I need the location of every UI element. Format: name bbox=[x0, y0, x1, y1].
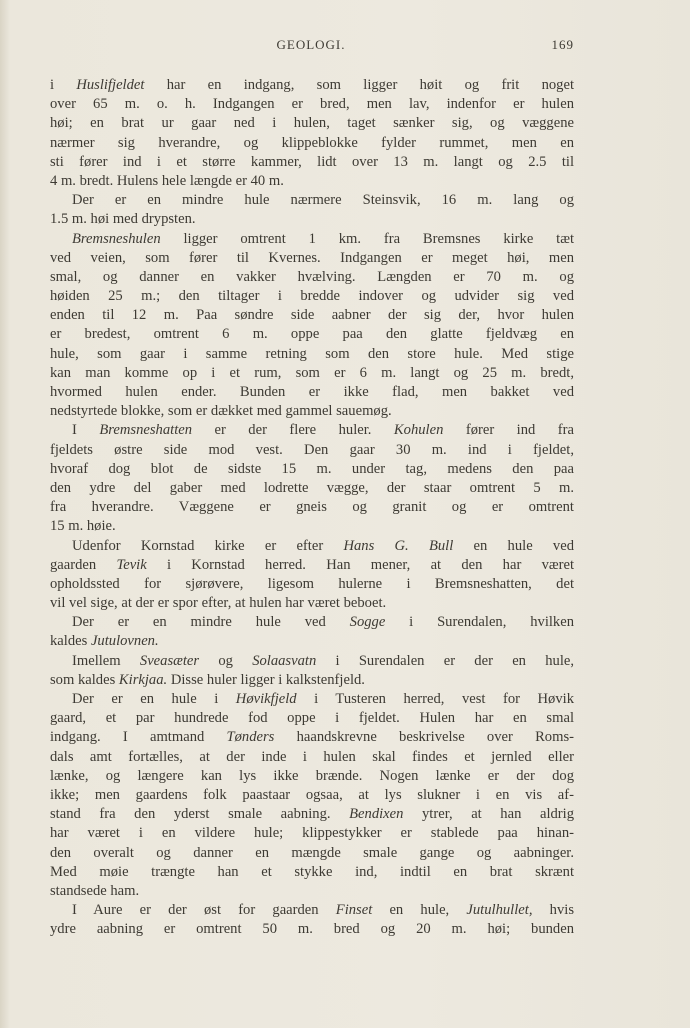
text-line bbox=[50, 882, 574, 901]
text-line bbox=[50, 690, 574, 709]
body-text bbox=[50, 76, 574, 939]
text-segment: som kaldes bbox=[50, 671, 119, 688]
text-line bbox=[50, 191, 574, 210]
text-segment: kan man komme op i et rum, som er 6 m. langt og 25 m. bredt, bbox=[50, 364, 574, 381]
text-line bbox=[50, 76, 574, 95]
text-segment: i bbox=[50, 77, 77, 93]
italic-name: Tønders bbox=[226, 729, 275, 746]
text-line bbox=[50, 537, 574, 556]
italic-name: Bremsneshatten bbox=[99, 422, 193, 439]
page-number: 169 bbox=[551, 37, 574, 52]
text-segment: ydre aabning er omtrent 50 m. bred og 20 m. høi; bunden bbox=[50, 921, 574, 938]
text-line bbox=[50, 498, 574, 517]
text-segment: over 65 m. o. h. Indgangen er bred, men lav, indenfor er hulen bbox=[50, 96, 574, 113]
text-segment: i Tusteren herred, vest for Høvik bbox=[296, 691, 574, 707]
text-line bbox=[50, 709, 574, 728]
text-segment: har en indgang, som ligger høit og frit noget bbox=[144, 77, 575, 93]
text-segment: Disse huler ligger i kalkstenfjeld. bbox=[167, 671, 365, 688]
text-segment: haandskrevne beskrivelse over Roms- bbox=[274, 729, 574, 746]
text-segment: hvis bbox=[532, 902, 575, 919]
text-line bbox=[50, 671, 574, 690]
text-segment: kaldes bbox=[50, 633, 91, 650]
text-segment: 1.5 m. høi med drypsten. bbox=[50, 211, 196, 228]
text-segment: opholdssted for sjørøvere, ligesom hulerne i Bremsneshatten, det bbox=[50, 575, 574, 592]
text-line bbox=[50, 421, 574, 440]
text-segment: stand fra den yderst smale aabning. bbox=[50, 806, 350, 823]
text-segment: nedstyrtede blokke, som er dækket med gammel sauemøg. bbox=[50, 403, 392, 420]
text-line bbox=[50, 556, 574, 575]
text-line bbox=[50, 901, 574, 920]
text-segment: I Aure er der øst for gaarden bbox=[72, 902, 336, 919]
running-title: GEOLOGI. bbox=[276, 37, 346, 52]
italic-name: Bendixen bbox=[349, 806, 404, 823]
text-line bbox=[50, 383, 574, 402]
text-line bbox=[50, 306, 574, 325]
text-segment: ved veien, som fører til Kvernes. Indgangen er meget høi, men bbox=[50, 249, 574, 266]
text-line bbox=[50, 844, 574, 863]
text-segment: fjeldets østre side mod vest. Den gaar 30 m. ind i fjeldet, bbox=[50, 441, 574, 458]
text-segment: fører ind fra bbox=[443, 422, 574, 439]
text-line bbox=[50, 364, 574, 383]
italic-name: Solaasvatn bbox=[252, 652, 317, 669]
text-segment: indgang. I amtmand bbox=[50, 729, 227, 746]
text-line bbox=[50, 479, 574, 498]
text-segment: gaard, et par hundrede fod oppe i fjeldet. Hulen har en smal bbox=[50, 710, 574, 727]
text-segment: den overalt og danner en mængde smale gange og aabninger. bbox=[50, 844, 574, 861]
text-line bbox=[50, 728, 574, 747]
italic-name: Jutulhullet, bbox=[466, 902, 533, 919]
text-segment: hvoraf dog blot de sidste 15 m. under tag, medens den paa bbox=[50, 460, 574, 477]
text-line bbox=[50, 517, 574, 536]
text-line bbox=[50, 268, 574, 287]
italic-name: Huslifjeldet bbox=[76, 77, 145, 93]
italic-name: Kirkjaa. bbox=[118, 671, 168, 688]
italic-name: Finset bbox=[335, 902, 373, 919]
running-header bbox=[48, 37, 574, 57]
text-segment: en hule, bbox=[372, 902, 467, 919]
text-line bbox=[50, 575, 574, 594]
text-segment: er der flere huler. bbox=[192, 422, 394, 439]
text-line bbox=[50, 767, 574, 786]
text-line bbox=[50, 345, 574, 364]
text-segment: og bbox=[199, 652, 253, 669]
text-segment: gaarden bbox=[50, 556, 117, 573]
italic-name: Kohulen bbox=[393, 422, 444, 439]
text-line bbox=[50, 613, 574, 632]
text-line bbox=[50, 748, 574, 767]
text-segment: er bredest, omtrent 6 m. oppe paa den glatte fjeldvæg en bbox=[50, 326, 574, 343]
text-segment: Der er en mindre hule nærmere Steinsvik, 16 m. lang og bbox=[72, 192, 574, 209]
text-line bbox=[50, 325, 574, 344]
text-segment: vil vel sige, at der er spor efter, at hulen har været beboet. bbox=[50, 595, 387, 612]
text-segment: Der er en hule i bbox=[72, 691, 236, 707]
text-segment: enden til 12 m. Paa søndre side aabner der sig der, hvor hulen bbox=[50, 307, 574, 324]
text-line bbox=[50, 920, 574, 939]
italic-name: Hans G. Bull bbox=[343, 537, 454, 554]
text-segment: hvormed hulen ender. Bunden er ikke flad, men bakket ved bbox=[50, 384, 574, 400]
italic-name: Sogge bbox=[349, 614, 386, 631]
text-segment: I bbox=[72, 422, 100, 439]
text-segment: den ydre del gaber med lodrette vægge, der staar omtrent 5 m. bbox=[50, 479, 574, 496]
text-segment: høiden 25 m.; den tiltager i bredde indover og udvider sig ved bbox=[50, 288, 574, 305]
text-segment: Imellem bbox=[72, 652, 140, 669]
text-segment: sti fører ind i et større kammer, lidt over 13 m. langt og 2.5 til bbox=[50, 153, 574, 170]
text-segment: ligger omtrent 1 km. fra Bremsnes kirke tæt bbox=[160, 230, 574, 247]
text-segment: ikke; men gaardens folk paastaar ogsaa, at lys slukner i en vis af- bbox=[50, 786, 574, 803]
text-line bbox=[50, 402, 574, 421]
text-segment: 4 m. bredt. Hulens hele længde er 40 m. bbox=[50, 172, 284, 189]
text-line bbox=[50, 172, 574, 191]
text-line bbox=[50, 153, 574, 172]
italic-name: Høvikfjeld bbox=[235, 691, 297, 707]
text-line bbox=[50, 632, 574, 651]
text-segment: nærmer sig hverandre, og klippeblokke fylder rummet, men en bbox=[50, 134, 574, 151]
text-segment: fra hverandre. Væggene er gneis og granit og er omtrent bbox=[50, 499, 574, 516]
text-line bbox=[50, 863, 574, 882]
text-segment: Udenfor Kornstad kirke er efter bbox=[72, 537, 344, 554]
text-segment: en hule ved bbox=[453, 537, 574, 554]
text-line bbox=[50, 210, 574, 229]
text-line bbox=[50, 134, 574, 153]
text-line bbox=[50, 230, 574, 249]
text-segment: smal, og danner en vakker hvælving. Længden er 70 m. og bbox=[50, 268, 574, 285]
text-line bbox=[50, 95, 574, 114]
text-segment: ytrer, at han aldrig bbox=[403, 806, 575, 823]
text-segment: i Surendalen er der en hule, bbox=[316, 652, 575, 669]
text-line bbox=[50, 786, 574, 805]
text-segment: i Surendalen, hvilken bbox=[385, 614, 574, 631]
text-segment: har været i en vildere hule; klippestykker er stablede paa hinan- bbox=[50, 825, 574, 842]
text-line bbox=[50, 249, 574, 268]
italic-name: Tevik bbox=[116, 556, 147, 573]
text-segment: hule, som gaar i samme retning som den store hule. Med stige bbox=[50, 345, 574, 362]
text-line bbox=[50, 652, 574, 671]
text-segment: 15 m. høie. bbox=[50, 518, 116, 535]
text-segment: dals amt fortælles, at der inde i hulen skal findes et jernled eller bbox=[50, 748, 574, 765]
text-segment: Der er en mindre hule ved bbox=[72, 614, 350, 631]
text-line bbox=[50, 824, 574, 843]
italic-name: Jutulovnen. bbox=[90, 633, 159, 650]
text-segment: Med møie trængte han et stykke ind, indtil en brat skrænt bbox=[50, 863, 574, 880]
text-line bbox=[50, 460, 574, 479]
text-line bbox=[50, 114, 574, 133]
italic-name: Bremsneshulen bbox=[72, 230, 161, 247]
text-line bbox=[50, 805, 574, 824]
text-segment: lænke, og længere kan lys ikke brænde. Nogen lænke er der dog bbox=[50, 767, 574, 784]
text-segment: standsede ham. bbox=[50, 882, 140, 899]
text-line bbox=[50, 287, 574, 306]
text-line bbox=[50, 441, 574, 460]
text-line bbox=[50, 594, 574, 613]
text-segment: i Kornstad herred. Han mener, at den har været bbox=[146, 556, 574, 573]
text-segment: høi; en brat ur gaar ned i hulen, taget sænker sig, og væggene bbox=[50, 115, 574, 132]
italic-name: Sveasæter bbox=[139, 652, 200, 669]
